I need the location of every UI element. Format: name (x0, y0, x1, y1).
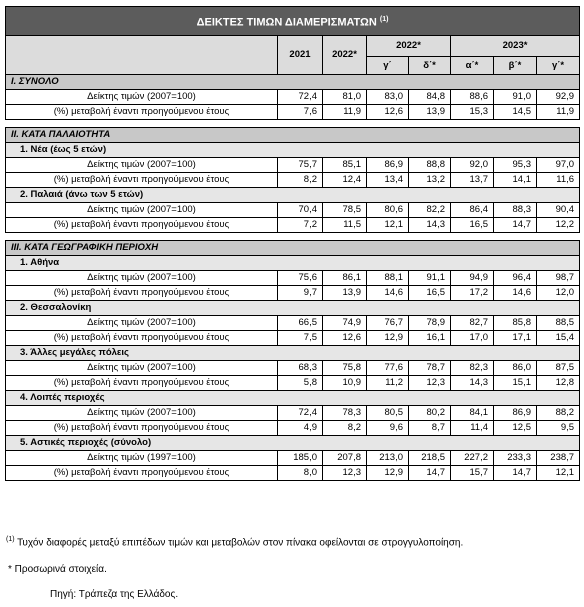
value-cell: 7,6 (278, 105, 323, 120)
value-cell: 82,7 (451, 316, 494, 331)
row-label: (%) μεταβολή έναντι προηγούμενου έτους (6, 105, 278, 120)
value-cell: 12,1 (537, 466, 580, 481)
table-row (6, 286, 580, 301)
subsection-header: 4. Λοιπές περιοχές (6, 391, 580, 406)
header-quarter: γ΄* (537, 57, 580, 75)
value-cell: 12,8 (537, 376, 580, 391)
value-cell: 8,7 (409, 421, 451, 436)
table-title (6, 7, 580, 36)
value-cell: 84,8 (409, 90, 451, 105)
table-row (6, 173, 580, 188)
value-cell: 82,2 (409, 203, 451, 218)
subsection-header: 3. Άλλες μεγάλες πόλεις (6, 346, 580, 361)
subsection-header: 2. Παλαιά (άνω των 5 ετών) (6, 188, 580, 203)
value-cell: 95,3 (494, 158, 537, 173)
value-cell: 74,9 (323, 316, 367, 331)
value-cell: 75,8 (323, 361, 367, 376)
row-label: (%) μεταβολή έναντι προηγούμενου έτους (6, 376, 278, 391)
table-row (6, 376, 580, 391)
value-cell: 238,7 (537, 451, 580, 466)
value-cell: 80,2 (409, 406, 451, 421)
value-cell: 14,3 (451, 376, 494, 391)
value-cell: 12,4 (323, 173, 367, 188)
value-cell: 17,2 (451, 286, 494, 301)
value-cell: 72,4 (278, 406, 323, 421)
value-cell: 81,0 (323, 90, 367, 105)
value-cell: 83,0 (367, 90, 409, 105)
value-cell: 85,1 (323, 158, 367, 173)
value-cell: 76,7 (367, 316, 409, 331)
section-gap-row (6, 233, 580, 241)
value-cell: 13,2 (409, 173, 451, 188)
table-row (6, 203, 580, 218)
title-note-mark: (1) (379, 15, 389, 23)
value-cell: 92,0 (451, 158, 494, 173)
value-cell: 12,2 (537, 218, 580, 233)
value-cell: 9,6 (367, 421, 409, 436)
value-cell: 80,5 (367, 406, 409, 421)
value-cell: 11,6 (537, 173, 580, 188)
value-cell: 12,6 (367, 105, 409, 120)
value-cell: 8,0 (278, 466, 323, 481)
row-label: (%) μεταβολή έναντι προηγούμενου έτους (6, 218, 278, 233)
value-cell: 11,9 (323, 105, 367, 120)
value-cell: 5,8 (278, 376, 323, 391)
table-row (6, 316, 580, 331)
section-header-row (6, 128, 580, 143)
header-year-2022: 2022* (323, 36, 367, 75)
header-quarter: β΄* (494, 57, 537, 75)
value-cell: 12,1 (367, 218, 409, 233)
value-cell: 13,7 (451, 173, 494, 188)
value-cell: 66,5 (278, 316, 323, 331)
value-cell: 185,0 (278, 451, 323, 466)
value-cell: 94,9 (451, 271, 494, 286)
subsection-header: 5. Αστικές περιοχές (σύνολο) (6, 436, 580, 451)
value-cell: 84,1 (451, 406, 494, 421)
section-header: I. ΣΥΝΟΛΟ (6, 75, 580, 90)
value-cell: 86,0 (494, 361, 537, 376)
row-label: (%) μεταβολή έναντι προηγούμενου έτους (6, 331, 278, 346)
value-cell: 16,5 (451, 218, 494, 233)
table-row (6, 466, 580, 481)
header-quarter: γ΄ (367, 57, 409, 75)
value-cell: 17,1 (494, 331, 537, 346)
row-label: Δείκτης τιμών (2007=100) (6, 361, 278, 376)
table-row (6, 406, 580, 421)
value-cell: 11,2 (367, 376, 409, 391)
value-cell: 90,4 (537, 203, 580, 218)
section-header: III. ΚΑΤΑ ΓΕΩΓΡΑΦΙΚΗ ΠΕΡΙΟΧΗ (6, 241, 580, 256)
value-cell: 16,5 (409, 286, 451, 301)
value-cell: 4,9 (278, 421, 323, 436)
value-cell: 16,1 (409, 331, 451, 346)
value-cell: 8,2 (323, 421, 367, 436)
row-label: (%) μεταβολή έναντι προηγούμενου έτους (6, 466, 278, 481)
table-row (6, 90, 580, 105)
section-gap-row (6, 120, 580, 128)
subsection-header-row (6, 436, 580, 451)
value-cell: 11,5 (323, 218, 367, 233)
value-cell: 13,9 (409, 105, 451, 120)
value-cell: 75,6 (278, 271, 323, 286)
table-row (6, 451, 580, 466)
table-title-text: ΔΕΙΚΤΕΣ ΤΙΜΩΝ ΔΙΑΜΕΡΙΣΜΑΤΩΝ (196, 16, 377, 29)
value-cell: 8,2 (278, 173, 323, 188)
subsection-header-row (6, 301, 580, 316)
value-cell: 86,1 (323, 271, 367, 286)
value-cell: 207,8 (323, 451, 367, 466)
value-cell: 17,0 (451, 331, 494, 346)
value-cell: 12,0 (537, 286, 580, 301)
header-blank-cell (6, 36, 278, 75)
value-cell: 15,7 (451, 466, 494, 481)
value-cell: 227,2 (451, 451, 494, 466)
row-label: Δείκτης τιμών (2007=100) (6, 271, 278, 286)
value-cell: 88,6 (451, 90, 494, 105)
value-cell: 80,6 (367, 203, 409, 218)
value-cell: 13,9 (323, 286, 367, 301)
value-cell: 88,8 (409, 158, 451, 173)
value-cell: 86,9 (494, 406, 537, 421)
header-quarter: δ΄* (409, 57, 451, 75)
section-gap-cell (6, 120, 580, 128)
subsection-header-row (6, 188, 580, 203)
row-label: Δείκτης τιμών (2007=100) (6, 90, 278, 105)
row-label: (%) μεταβολή έναντι προηγούμενου έτους (6, 173, 278, 188)
source-note: Πηγή: Τράπεζα της Ελλάδος. (50, 589, 179, 600)
footnote (6, 536, 463, 548)
value-cell: 98,7 (537, 271, 580, 286)
subsection-header-row (6, 346, 580, 361)
value-cell: 97,0 (537, 158, 580, 173)
row-label: Δείκτης τιμών (2007=100) (6, 406, 278, 421)
value-cell: 12,6 (323, 331, 367, 346)
table-title-row (6, 7, 580, 36)
value-cell: 78,3 (323, 406, 367, 421)
value-cell: 77,6 (367, 361, 409, 376)
value-cell: 14,7 (494, 218, 537, 233)
value-cell: 9,7 (278, 286, 323, 301)
value-cell: 12,3 (323, 466, 367, 481)
table-row (6, 421, 580, 436)
row-label: (%) μεταβολή έναντι προηγούμενου έτους (6, 421, 278, 436)
value-cell: 14,6 (367, 286, 409, 301)
value-cell: 14,5 (494, 105, 537, 120)
value-cell: 91,1 (409, 271, 451, 286)
section-header: II. ΚΑΤΑ ΠΑΛΑΙΟΤΗΤΑ (6, 128, 580, 143)
subsection-header: 1. Νέα (έως 5 ετών) (6, 143, 580, 158)
value-cell: 11,9 (537, 105, 580, 120)
provisional-note: * Προσωρινά στοιχεία. (8, 564, 107, 575)
value-cell: 12,3 (409, 376, 451, 391)
value-cell: 233,3 (494, 451, 537, 466)
header-year-2021: 2021 (278, 36, 323, 75)
table-row (6, 218, 580, 233)
value-cell: 82,3 (451, 361, 494, 376)
value-cell: 75,7 (278, 158, 323, 173)
value-cell: 85,8 (494, 316, 537, 331)
value-cell: 86,4 (451, 203, 494, 218)
row-label: Δείκτης τιμών (1997=100) (6, 451, 278, 466)
header-group-2023: 2023* (451, 36, 580, 57)
value-cell: 15,1 (494, 376, 537, 391)
subsection-header: 2. Θεσσαλονίκη (6, 301, 580, 316)
value-cell: 78,7 (409, 361, 451, 376)
table-row (6, 271, 580, 286)
section-header-row (6, 241, 580, 256)
row-label: (%) μεταβολή έναντι προηγούμενου έτους (6, 286, 278, 301)
value-cell: 78,9 (409, 316, 451, 331)
header-group-2022: 2022* (367, 36, 451, 57)
value-cell: 88,5 (537, 316, 580, 331)
value-cell: 88,3 (494, 203, 537, 218)
value-cell: 68,3 (278, 361, 323, 376)
value-cell: 78,5 (323, 203, 367, 218)
value-cell: 7,2 (278, 218, 323, 233)
value-cell: 13,4 (367, 173, 409, 188)
value-cell: 96,4 (494, 271, 537, 286)
value-cell: 12,9 (367, 466, 409, 481)
value-cell: 9,5 (537, 421, 580, 436)
value-cell: 88,1 (367, 271, 409, 286)
value-cell: 15,4 (537, 331, 580, 346)
value-cell: 14,3 (409, 218, 451, 233)
value-cell: 14,6 (494, 286, 537, 301)
value-cell: 218,5 (409, 451, 451, 466)
value-cell: 12,5 (494, 421, 537, 436)
subsection-header: 1. Αθήνα (6, 256, 580, 271)
subsection-header-row (6, 256, 580, 271)
section-gap-cell (6, 233, 580, 241)
value-cell: 14,7 (494, 466, 537, 481)
row-label: Δείκτης τιμών (2007=100) (6, 316, 278, 331)
value-cell: 11,4 (451, 421, 494, 436)
table-row (6, 158, 580, 173)
value-cell: 12,9 (367, 331, 409, 346)
table-row (6, 361, 580, 376)
subsection-header-row (6, 391, 580, 406)
value-cell: 86,9 (367, 158, 409, 173)
table-row (6, 331, 580, 346)
value-cell: 213,0 (367, 451, 409, 466)
row-label: Δείκτης τιμών (2007=100) (6, 158, 278, 173)
section-header-row (6, 75, 580, 90)
header-quarter: α΄* (451, 57, 494, 75)
value-cell: 7,5 (278, 331, 323, 346)
value-cell: 10,9 (323, 376, 367, 391)
footnote-mark: (1) (6, 536, 15, 543)
apartment-price-index-table (5, 6, 580, 481)
value-cell: 92,9 (537, 90, 580, 105)
footnote-text: Τυχόν διαφορές μεταξύ επιπέδων τιμών και μεταβολών στον πίνακα οφείλονται σε στρογγυλοποίηση. (17, 537, 464, 549)
value-cell: 70,4 (278, 203, 323, 218)
row-label: Δείκτης τιμών (2007=100) (6, 203, 278, 218)
value-cell: 91,0 (494, 90, 537, 105)
value-cell: 14,7 (409, 466, 451, 481)
value-cell: 14,1 (494, 173, 537, 188)
value-cell: 15,3 (451, 105, 494, 120)
header-row-groups (6, 36, 580, 57)
table-row (6, 105, 580, 120)
value-cell: 87,5 (537, 361, 580, 376)
value-cell: 72,4 (278, 90, 323, 105)
subsection-header-row (6, 143, 580, 158)
value-cell: 88,2 (537, 406, 580, 421)
